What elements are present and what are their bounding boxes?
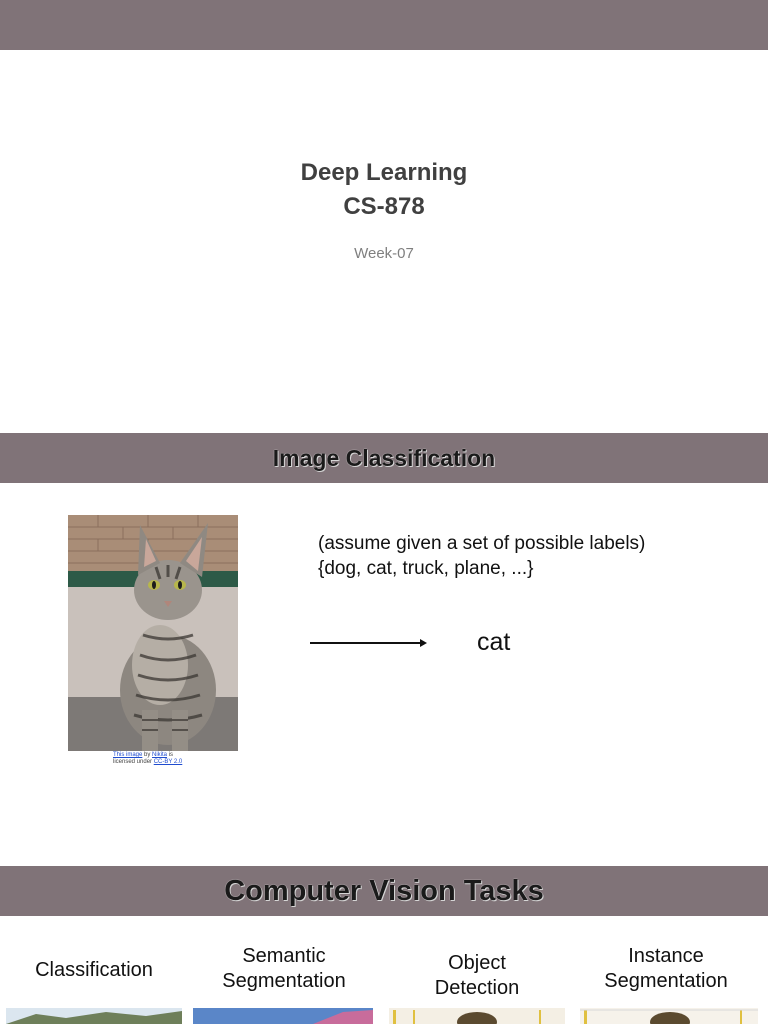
credit-text: licensed under bbox=[113, 759, 154, 765]
object-detection-thumbnail bbox=[389, 1008, 565, 1024]
credit-text: is bbox=[167, 752, 174, 758]
instance-segmentation-thumbnail bbox=[580, 1008, 758, 1024]
assumption-text bbox=[318, 531, 645, 581]
segmentation-map-icon bbox=[193, 1008, 373, 1024]
slide1-header-band bbox=[0, 0, 768, 50]
title-line-1: Deep Learning bbox=[300, 159, 468, 186]
title-line-2: CS-878 bbox=[343, 193, 425, 220]
semantic-segmentation-thumbnail bbox=[193, 1008, 373, 1024]
detection-icon bbox=[389, 1008, 565, 1024]
slide2-title: Image Classification bbox=[272, 444, 496, 471]
task-label-line: Object bbox=[448, 952, 506, 974]
task-label-line: Segmentation bbox=[604, 970, 728, 992]
assumption-line-2: {dog, cat, truck, plane, ...} bbox=[318, 558, 534, 579]
cat-photo bbox=[68, 515, 238, 751]
week-subtitle: Week-07 bbox=[354, 245, 414, 262]
classification-output: cat bbox=[477, 628, 511, 656]
credit-link-image[interactable]: This image bbox=[113, 752, 143, 758]
task-classification bbox=[4, 958, 184, 983]
task-label-line: Instance bbox=[628, 945, 704, 967]
cat-image-icon bbox=[68, 515, 238, 751]
credit-link-license[interactable]: CC-BY 2.0 bbox=[153, 759, 183, 765]
instance-mask-icon bbox=[580, 1008, 758, 1024]
slide3-header-band bbox=[0, 866, 768, 916]
photo-icon bbox=[6, 1008, 182, 1024]
credit-text: by bbox=[142, 752, 153, 758]
arrow-right-icon bbox=[310, 636, 430, 650]
task-label-line: Detection bbox=[434, 977, 520, 999]
classification-thumbnail bbox=[6, 1008, 182, 1024]
image-credit bbox=[113, 752, 182, 766]
slide2-header-band bbox=[0, 433, 768, 483]
task-label-line: Classification bbox=[35, 959, 153, 981]
task-label-line: Segmentation bbox=[222, 970, 346, 992]
credit-link-author[interactable]: Nikita bbox=[152, 752, 168, 758]
task-object-detection bbox=[388, 951, 566, 1001]
slide1-title bbox=[0, 156, 768, 224]
assumption-line-1: (assume given a set of possible labels) bbox=[318, 533, 646, 554]
slide3-title: Computer Vision Tasks bbox=[224, 874, 544, 907]
task-semantic-segmentation bbox=[194, 944, 374, 994]
task-instance-segmentation bbox=[578, 944, 754, 994]
task-label-line: Semantic bbox=[242, 945, 326, 967]
